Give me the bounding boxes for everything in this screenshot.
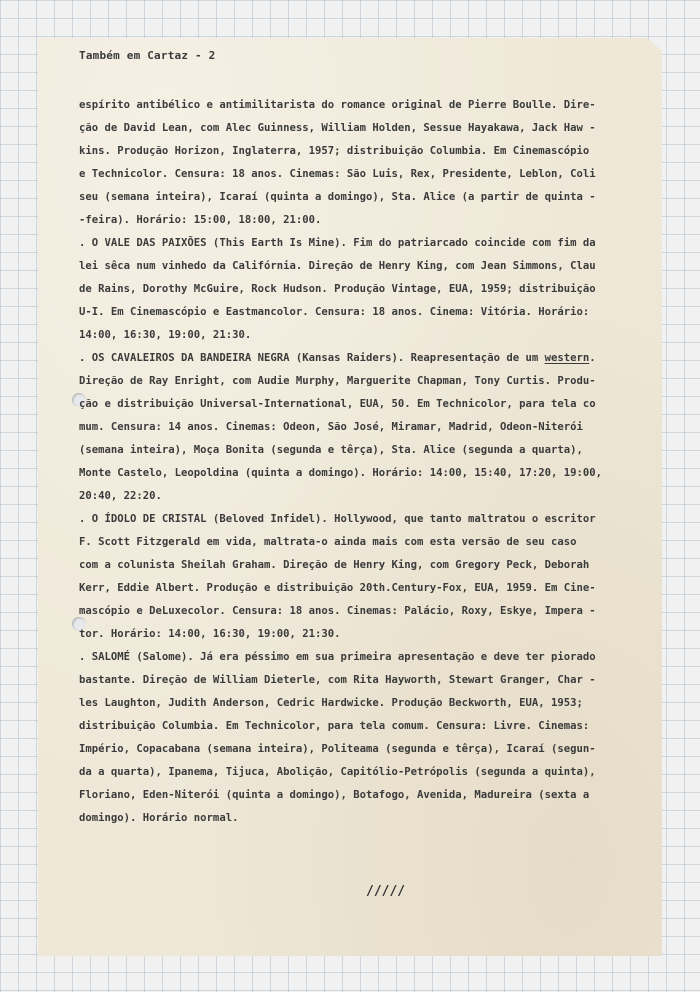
text-line: mascópio e DeLuxecolor. Censura: 18 anos. Cinemas: Palácio, Roxy, Eskye, Impera - xyxy=(79,605,596,617)
text-line: F. Scott Fitzgerald em vida, maltrata-o ainda mais com esta versão de seu caso xyxy=(79,536,577,548)
text-line: ção de David Lean, com Alec Guinness, William Holden, Sessue Hayakawa, Jack Haw - xyxy=(79,122,596,134)
text-line: Floriano, Eden-Niterói (quinta a domingo), Botafogo, Avenida, Madureira (sexta a xyxy=(79,789,590,801)
text-line: com a colunista Sheilah Graham. Direção de Henry King, com Gregory Peck, Deborah xyxy=(79,559,590,571)
text-line: Direção de Ray Enright, com Audie Murphy, Marguerite Chapman, Tony Curtis. Produ- xyxy=(79,375,596,387)
typed-text-body xyxy=(79,94,649,830)
text-line: kins. Produção Horizon, Inglaterra, 1957; distribuição Columbia. Em Cinemascópio xyxy=(79,145,590,157)
text-line: Monte Castelo, Leopoldina (quinta a domingo). Horário: 14:00, 15:40, 17:20, 19:00, xyxy=(79,467,602,479)
text-line: tor. Horário: 14:00, 16:30, 19:00, 21:30. xyxy=(79,628,341,640)
text-line: (semana inteira), Moça Bonita (segunda e têrça), Sta. Alice (segunda a quarta), xyxy=(79,444,583,456)
text-line: 14:00, 16:30, 19:00, 21:30. xyxy=(79,329,252,341)
text-line: . SALOMÉ (Salome). Já era péssimo em sua primeira apresentação e deve ter piorado xyxy=(79,651,596,663)
text-line: bastante. Direção de William Dieterle, com Rita Hayworth, Stewart Granger, Char - xyxy=(79,674,596,686)
text-line: distribuição Columbia. Em Technicolor, para tela comum. Censura: Livre. Cinemas: xyxy=(79,720,590,732)
text-line: . OS CAVALEIROS DA BANDEIRA NEGRA (Kansas Raiders). Reapresentação de um western. xyxy=(79,352,596,364)
text-line: U-I. Em Cinemascópio e Eastmancolor. Censura: 18 anos. Cinema: Vitória. Horário: xyxy=(79,306,590,318)
text-line: Império, Copacabana (semana inteira), Politeama (segunda e têrça), Icaraí (segun- xyxy=(79,743,596,755)
text-line: . O ÍDOLO DE CRISTAL (Beloved Infidel). Hollywood, que tanto maltratou o escritor xyxy=(79,513,596,525)
text-line: Kerr, Eddie Albert. Produção e distribuição 20th.Century-Fox, EUA, 1959. Em Cine- xyxy=(79,582,596,594)
text-line: seu (semana inteira), Icaraí (quinta a domingo), Sta. Alice (a partir de quinta - xyxy=(79,191,596,203)
text-line: da a quarta), Ipanema, Tijuca, Abolição, Capitólio-Petrópolis (segunda a quinta), xyxy=(79,766,596,778)
text-line: mum. Censura: 14 anos. Cinemas: Odeon, São José, Miramar, Madrid, Odeon-Niterói xyxy=(79,421,583,433)
text-line: espírito antibélico e antimilitarista do romance original de Pierre Boulle. Dire- xyxy=(79,99,596,111)
text-line: domingo). Horário normal. xyxy=(79,812,239,824)
page-header: Também em Cartaz - 2 xyxy=(79,49,216,62)
text-line: -feira). Horário: 15:00, 18:00, 21:00. xyxy=(79,214,322,226)
text-line: 20:40, 22:20. xyxy=(79,490,162,502)
text-line: les Laughton, Judith Anderson, Cedric Hardwicke. Produção Beckworth, EUA, 1953; xyxy=(79,697,583,709)
text-line: . O VALE DAS PAIXÕES (This Earth Is Mine). Fim do patriarcado coincide com fim da xyxy=(79,237,596,249)
text-line: ção e distribuição Universal-International, EUA, 50. Em Technicolor, para tela co xyxy=(79,398,596,410)
text-line: e Technicolor. Censura: 18 anos. Cinemas: São Luis, Rex, Presidente, Leblon, Coli xyxy=(79,168,596,180)
text-line: lei sêca num vinhedo da Califórnia. Direção de Henry King, com Jean Simmons, Clau xyxy=(79,260,596,272)
text-line: de Rains, Dorothy McGuire, Rock Hudson. Produção Vintage, EUA, 1959; distribuição xyxy=(79,283,596,295)
end-mark: ///// xyxy=(366,884,406,899)
